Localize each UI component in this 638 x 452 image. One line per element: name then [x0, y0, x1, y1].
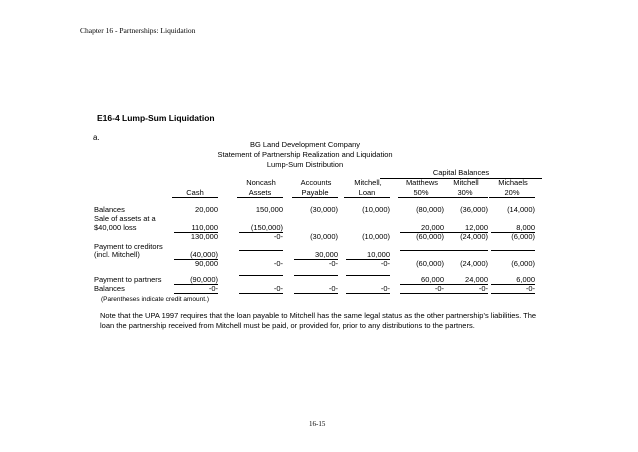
table-cell: (30,000)	[310, 205, 338, 214]
table-cell	[491, 250, 535, 251]
table-cell: 10,000	[346, 250, 390, 260]
row-label: Payment to creditors	[94, 242, 163, 251]
parentheses-note: (Parentheses indicate credit amount.)	[101, 296, 210, 303]
table-cell	[294, 275, 338, 276]
table-cell: (60,000)	[416, 259, 444, 268]
table-cell: (150,000)	[239, 223, 283, 233]
table-cell: (60,000)	[416, 232, 444, 241]
table-cell: (36,000)	[460, 205, 488, 214]
table-cell: 130,000	[190, 232, 218, 241]
column-header: Payable	[292, 188, 338, 198]
table-cell: -0-	[294, 284, 338, 294]
column-header: 30%	[442, 188, 488, 198]
table-cell: -0-	[273, 232, 283, 241]
table-cell: 20,000	[400, 223, 444, 233]
table-cell: (10,000)	[362, 205, 390, 214]
table-cell: 150,000	[255, 205, 283, 214]
table-cell: -0-	[328, 259, 338, 268]
table-cell: 20,000	[195, 205, 218, 214]
column-header: Cash	[172, 188, 218, 198]
table-cell: (24,000)	[460, 232, 488, 241]
loan-note: Note that the UPA 1997 requires that the loan payable to Mitchell has the same legal status as the other partnership’s liabilities. The loan the partnership received from Mitchell must be paid, or provided for, prior to any distributions to the partners.	[100, 311, 537, 330]
column-header-top: Matthews	[405, 178, 439, 187]
company-name: BG Land Development Company	[249, 140, 361, 149]
table-cell	[346, 275, 390, 276]
table-cell: -0-	[273, 259, 283, 268]
chapter-header: Chapter 16 - Partnerships: Liquidation	[80, 26, 196, 35]
table-cell: (80,000)	[416, 205, 444, 214]
table-cell	[239, 250, 283, 251]
table-cell	[444, 250, 488, 251]
table-cell: 24,000	[444, 275, 488, 285]
table-cell: 8,000	[491, 223, 535, 233]
table-cell: 60,000	[400, 275, 444, 285]
table-cell: -0-	[491, 284, 535, 294]
table-cell: (6,000)	[511, 259, 535, 268]
table-cell: (6,000)	[511, 232, 535, 241]
column-header-top: Mitchell	[453, 178, 479, 187]
row-label: Sale of assets at a	[94, 214, 156, 223]
table-cell: (30,000)	[310, 232, 338, 241]
row-label: Balances	[94, 284, 125, 293]
row-label: $40,000 loss	[94, 223, 137, 232]
row-label: Payment to partners	[94, 275, 162, 284]
table-cell: -0-	[346, 284, 390, 294]
table-cell: (10,000)	[362, 232, 390, 241]
table-cell: (40,000)	[174, 250, 218, 260]
column-header: 50%	[398, 188, 444, 198]
table-cell: (90,000)	[174, 275, 218, 285]
table-cell: 90,000	[195, 259, 218, 268]
table-cell: (24,000)	[460, 259, 488, 268]
exercise-title: E16-4 Lump-Sum Liquidation	[97, 113, 215, 123]
table-cell	[400, 250, 444, 251]
column-header: Assets	[237, 188, 283, 198]
capital-balances-heading: Capital Balances	[432, 168, 490, 177]
column-header: Loan	[344, 188, 390, 198]
table-cell: -0-	[380, 259, 390, 268]
table-cell	[239, 275, 283, 276]
table-cell: -0-	[239, 284, 283, 294]
column-header: 20%	[489, 188, 535, 198]
page-number: 16-15	[309, 420, 326, 428]
column-header-top: Michaels	[498, 178, 528, 187]
statement-subtitle: Lump-Sum Distribution	[266, 160, 344, 169]
row-label: Balances	[94, 205, 125, 214]
statement-name: Statement of Partnership Realization and Liquidation	[217, 150, 393, 159]
column-header-top: Noncash	[246, 178, 276, 187]
part-label: a.	[93, 133, 100, 142]
table-cell: -0-	[444, 284, 488, 294]
table-cell: (14,000)	[507, 205, 535, 214]
table-cell: -0-	[400, 284, 444, 294]
table-cell: 110,000	[174, 223, 218, 233]
table-cell: 6,000	[491, 275, 535, 285]
table-cell: -0-	[174, 284, 218, 294]
table-cell: 12,000	[444, 223, 488, 233]
column-header-top: Accounts	[300, 178, 332, 187]
table-cell: 30,000	[294, 250, 338, 260]
column-header-top: Mitchell,	[354, 178, 382, 187]
row-label: (incl. Mitchell)	[94, 250, 140, 259]
